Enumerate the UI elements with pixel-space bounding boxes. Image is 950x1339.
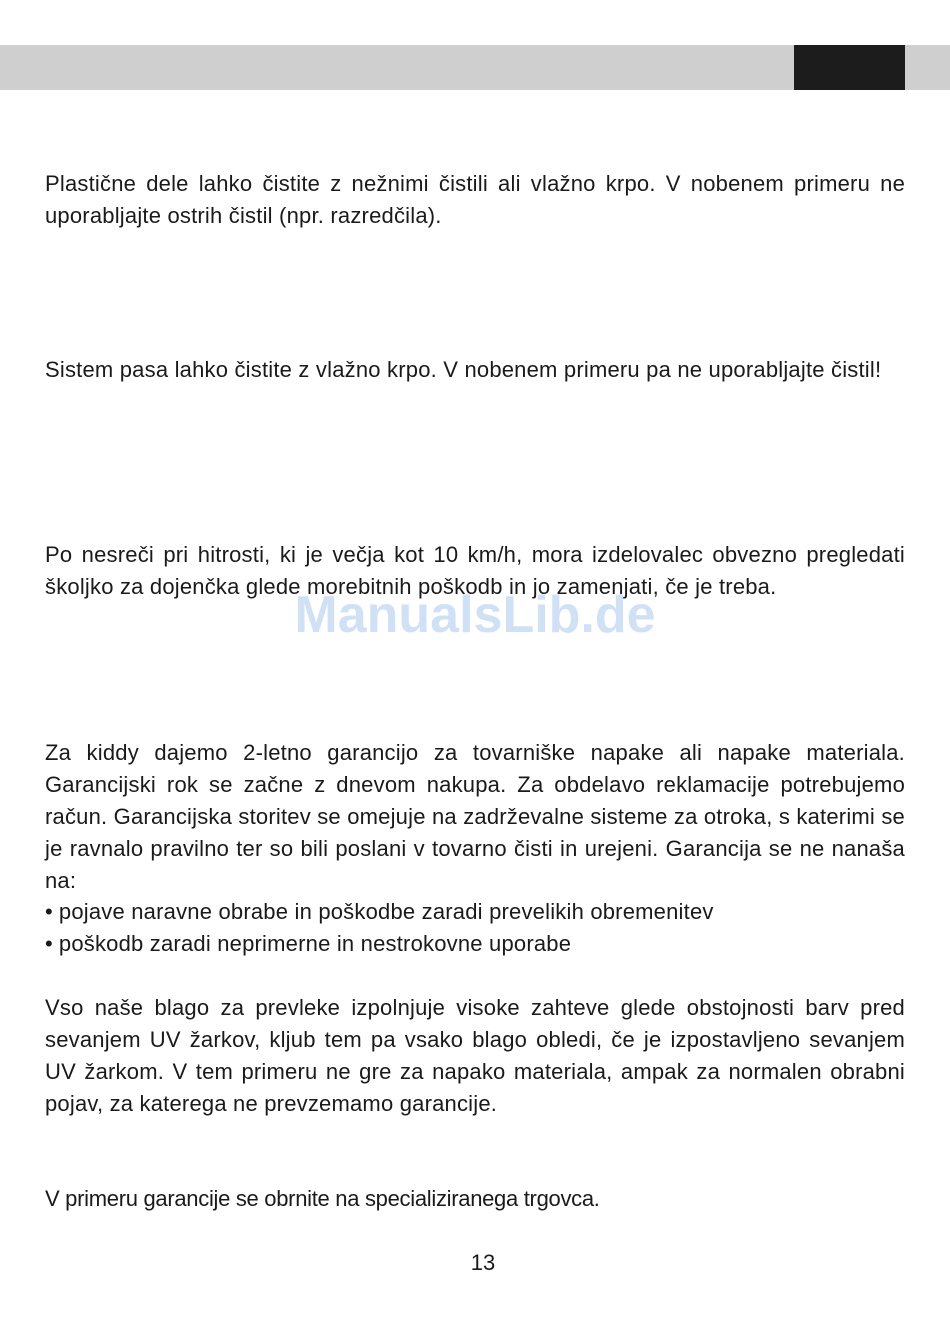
paragraph-dealer: V primeru garancije se obrnite na specializiranega trgovca.	[45, 1186, 600, 1211]
header-tab-block	[794, 45, 905, 90]
paragraph-cleaning-belt: Sistem pasa lahko čistite z vlažno krpo. V nobenem primeru pa ne uporabljajte čistil!	[45, 357, 882, 382]
warranty-exclusion-text: poškodb zaradi neprimerne in nestrokovne uporabe	[58, 931, 572, 956]
paragraph-fabric: Vso naše blago za prevleke izpolnjuje visoke zahteve glede obstojnosti barv pred sevanjem UV žarkov, kljub tem pa vsako blago obledi, če je izpostavljeno sevanjem UV žarkom. V tem primeru ne gre za napako materiala, ampak za normalen obrabni pojav, za katerega ne prevzemamo garancije.	[45, 995, 905, 1116]
paragraph-warranty: Za kiddy dajemo 2-letno garancijo za tovarniške napake ali napake materiala. Garancijski rok se začne z dnevom nakupa. Za obdelavo reklamacije potrebujemo račun. Garancijska storitev se omejuje na zadrževalne sisteme za otroka, s katerimi se je ravnalo pravilno ter so bili poslani v tovarno čisti in urejeni. Garancija se ne nanaša na:	[45, 740, 905, 893]
watermark: ManualsLib.de	[294, 586, 656, 644]
paragraph-accident: Po nesreči pri hitrosti, ki je večja kot 10 km/h, mora izdelovalec obvezno pregledati školjko za dojenčka glede morebitnih poškodb in jo zamenjati, če je treba.	[45, 542, 905, 599]
warranty-exclusion-item	[45, 896, 905, 928]
paragraph-cleaning-plastic: Plastične dele lahko čistite z nežnimi čistili ali vlažno krpo. V nobenem primeru ne uporabljajte ostrih čistil (npr. razredčila).	[45, 171, 905, 228]
warranty-exclusion-text: pojave naravne obrabe in poškodbe zaradi prevelikih obremenitev	[58, 899, 714, 924]
page-number: 13	[470, 1250, 496, 1275]
warranty-exclusion-item	[45, 928, 905, 960]
